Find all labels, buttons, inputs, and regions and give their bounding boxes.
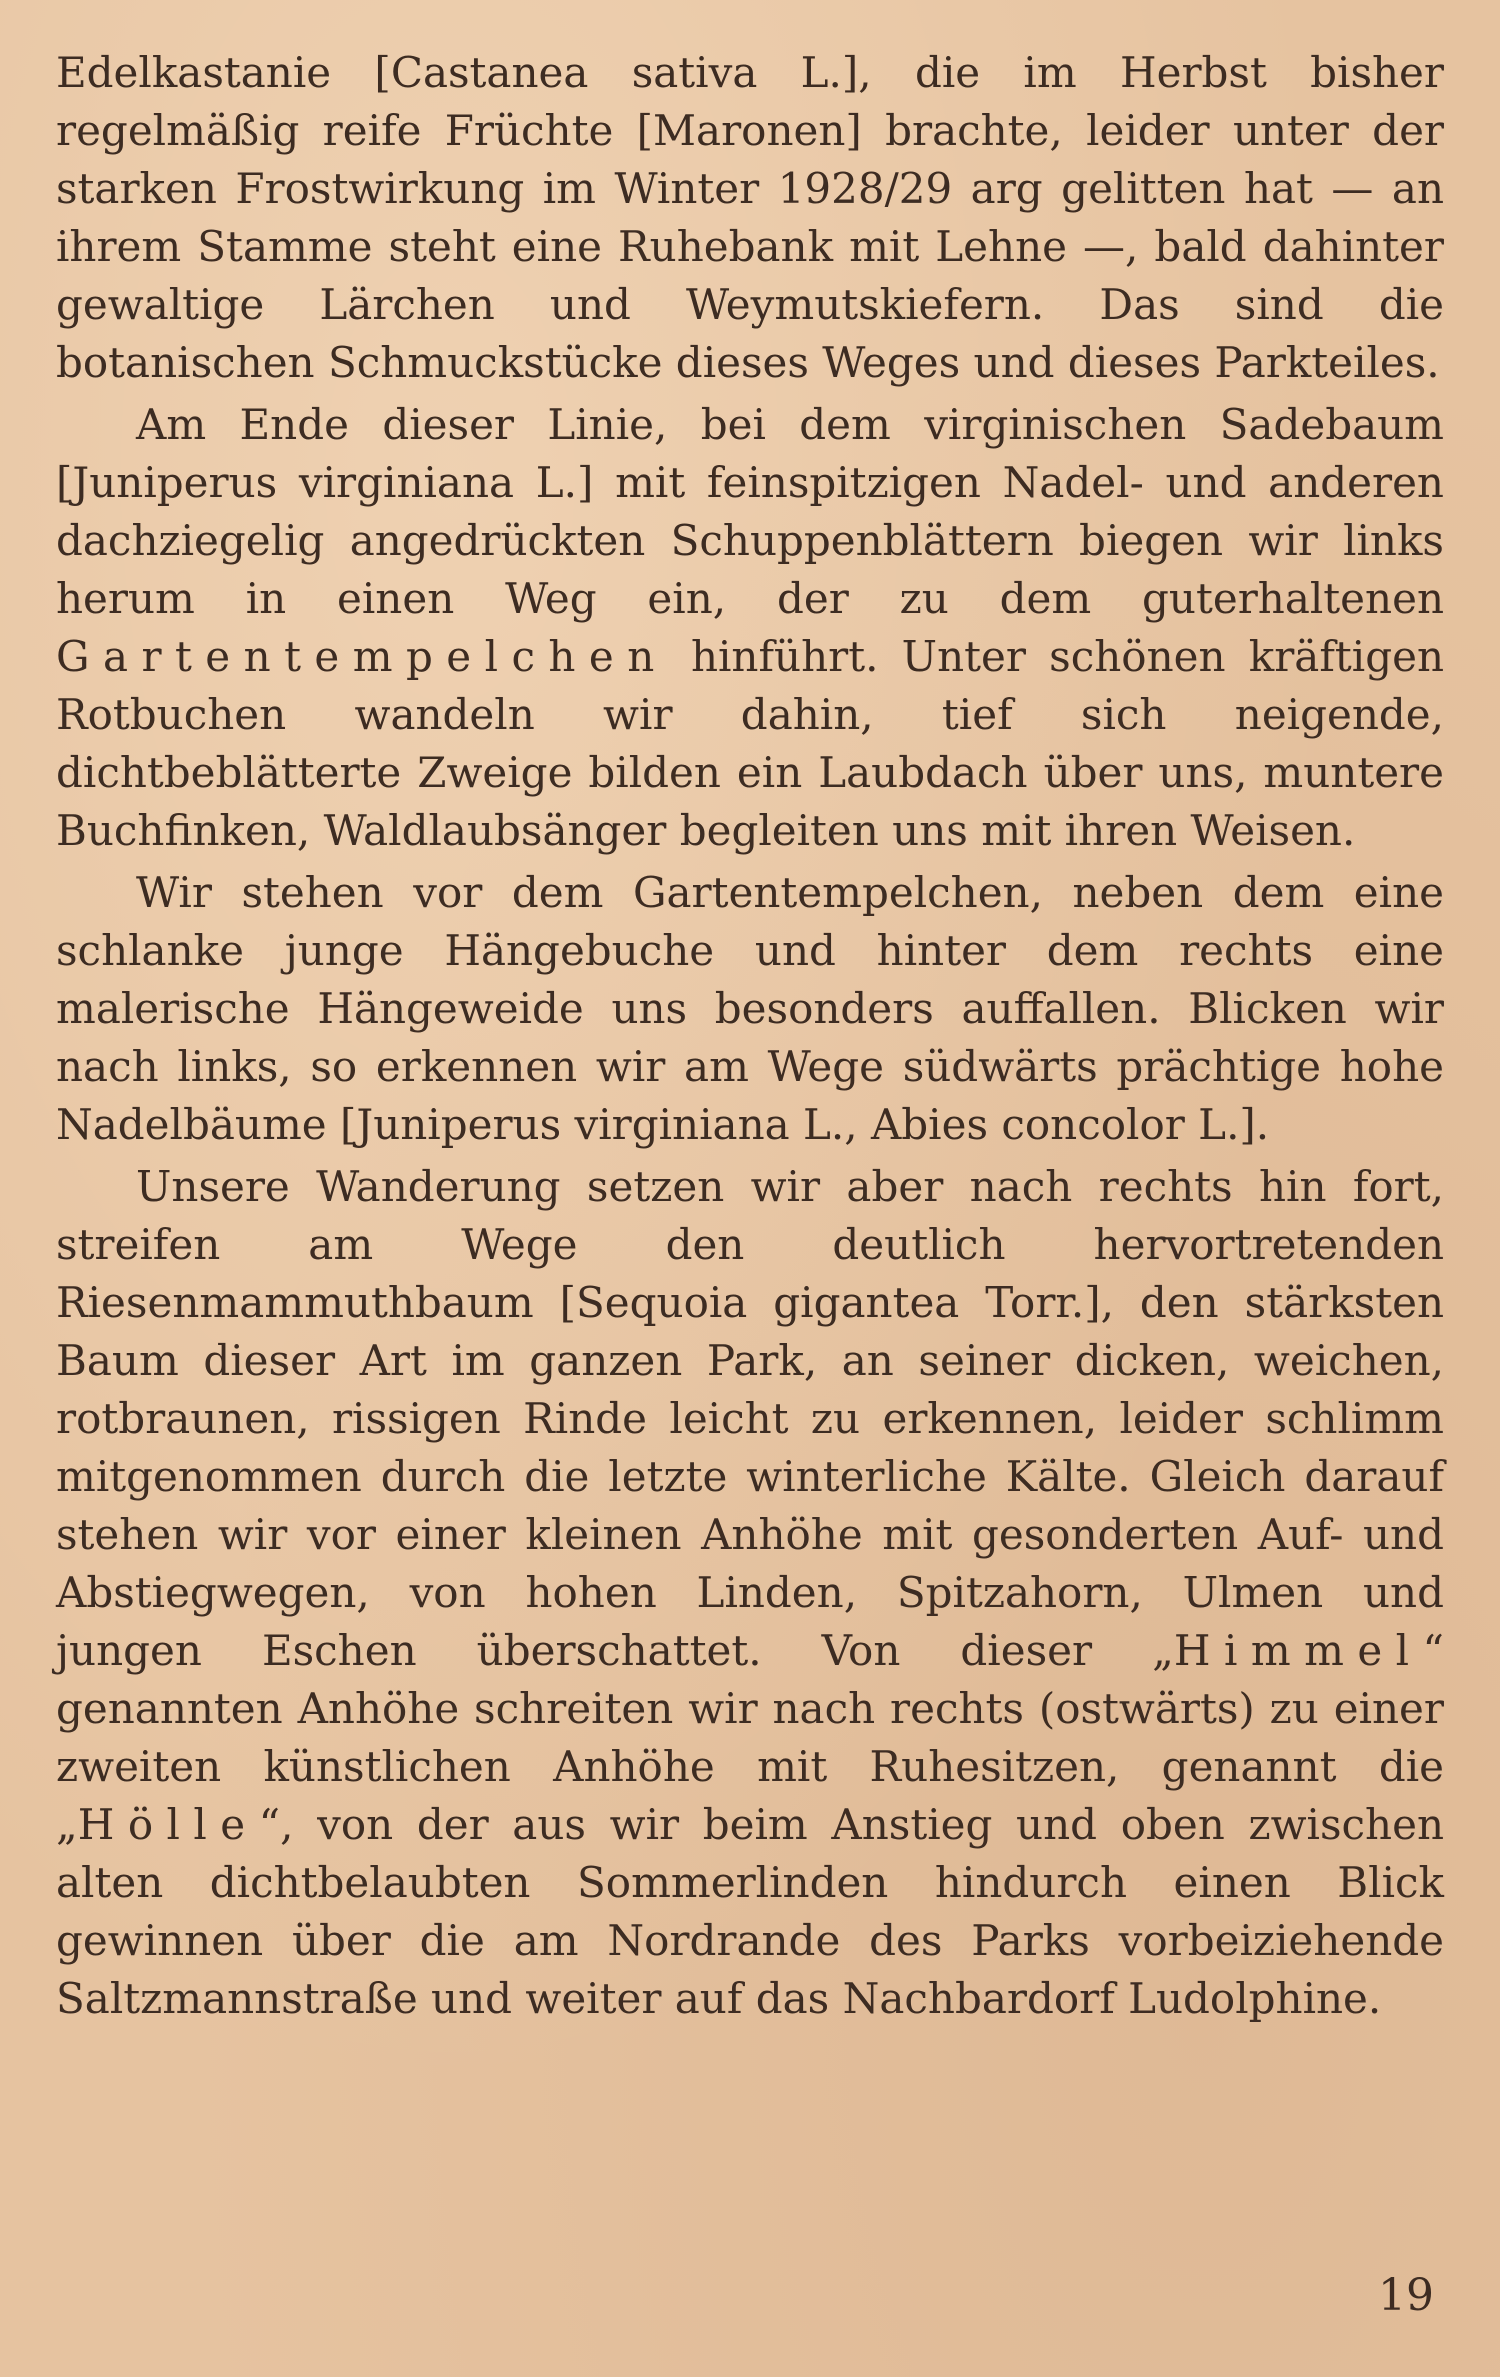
spaced-term-himmel: Himmel	[1173, 1626, 1423, 1675]
paragraph-4-text-a: Unsere Wanderung setzen wir aber nach rechts hin fort, streifen am Wege den deutlich hervortretenden Riesenmammuthbaum [Sequoia gigantea Torr.], den stärksten Baum dieser Art im ganzen Park, an seiner dicken, weichen, rotbraunen, rissigen Rinde leicht zu erkennen, leider schlimm mitgenommen durch die letzte winterliche Kälte. Gleich darauf stehen wir vor einer kleinen Anhöhe mit gesonderten Auf- und Abstiegwegen, von hohen Linden, Spitzahorn, Ulmen und jungen Eschen überschattet. Von dieser „	[56, 1162, 1444, 1675]
spaced-term-hoelle: Hölle	[77, 1800, 259, 1849]
body-text	[56, 44, 1444, 2028]
paragraph-1-text: Edelkastanie [Castanea sativa L.], die im Herbst bisher regelmäßig reife Früchte [Maronen] brachte, leider unter der starken Frostwirkung im Winter 1928/29 arg gelitten hat — an ihrem Stamme steht eine Ruhebank mit Lehne —, bald dahinter gewaltige Lärchen und Weymutskiefern. Das sind die botanischen Schmuckstücke dieses Weges und dieses Parkteiles.	[56, 48, 1444, 387]
paragraph-4	[56, 1158, 1444, 2028]
paragraph-4-text-c: “, von der aus wir beim Anstieg und oben zwischen alten dichtbelaubten Sommerlinden hindurch einen Blick gewinnen über die am Nordrande des Parks vorbeiziehende Saltzmannstraße und weiter auf das Nachbardorf Ludolphine.	[56, 1800, 1444, 2023]
paragraph-4-text-b: “ genannten Anhöhe schreiten wir nach rechts (ostwärts) zu einer zweiten künstlichen Anhöhe mit Ruhesitzen, genannt die „	[56, 1626, 1444, 1849]
paragraph-3	[56, 864, 1444, 1154]
spaced-term-gartentempelchen: Gartentempelchen	[56, 632, 668, 681]
paragraph-2	[56, 396, 1444, 860]
paragraph-1	[56, 44, 1444, 392]
page-number: 19	[1378, 2270, 1434, 2321]
paragraph-2-text-b: hinführt. Unter schönen kräftigen Rotbuchen wandeln wir dahin, tief sich neigende, dichtbeblätterte Zweige bilden ein Laubdach über uns, muntere Buchfinken, Waldlaubsänger begleiten uns mit ihren Weisen.	[56, 632, 1444, 855]
paragraph-3-text: Wir stehen vor dem Gartentempelchen, neben dem eine schlanke junge Hängebuche und hinter dem rechts eine malerische Hängeweide uns besonders auffallen. Blicken wir nach links, so erkennen wir am Wege südwärts prächtige hohe Nadelbäume [Juniperus virginiana L., Abies concolor L.].	[56, 868, 1444, 1149]
paragraph-2-text-a: Am Ende dieser Linie, bei dem virginischen Sadebaum [Juniperus virginiana L.] mit feinspitzigen Nadel- und anderen dachziegelig angedrückten Schuppenblättern biegen wir links herum in einen Weg ein, der zu dem guterhaltenen	[56, 400, 1444, 623]
